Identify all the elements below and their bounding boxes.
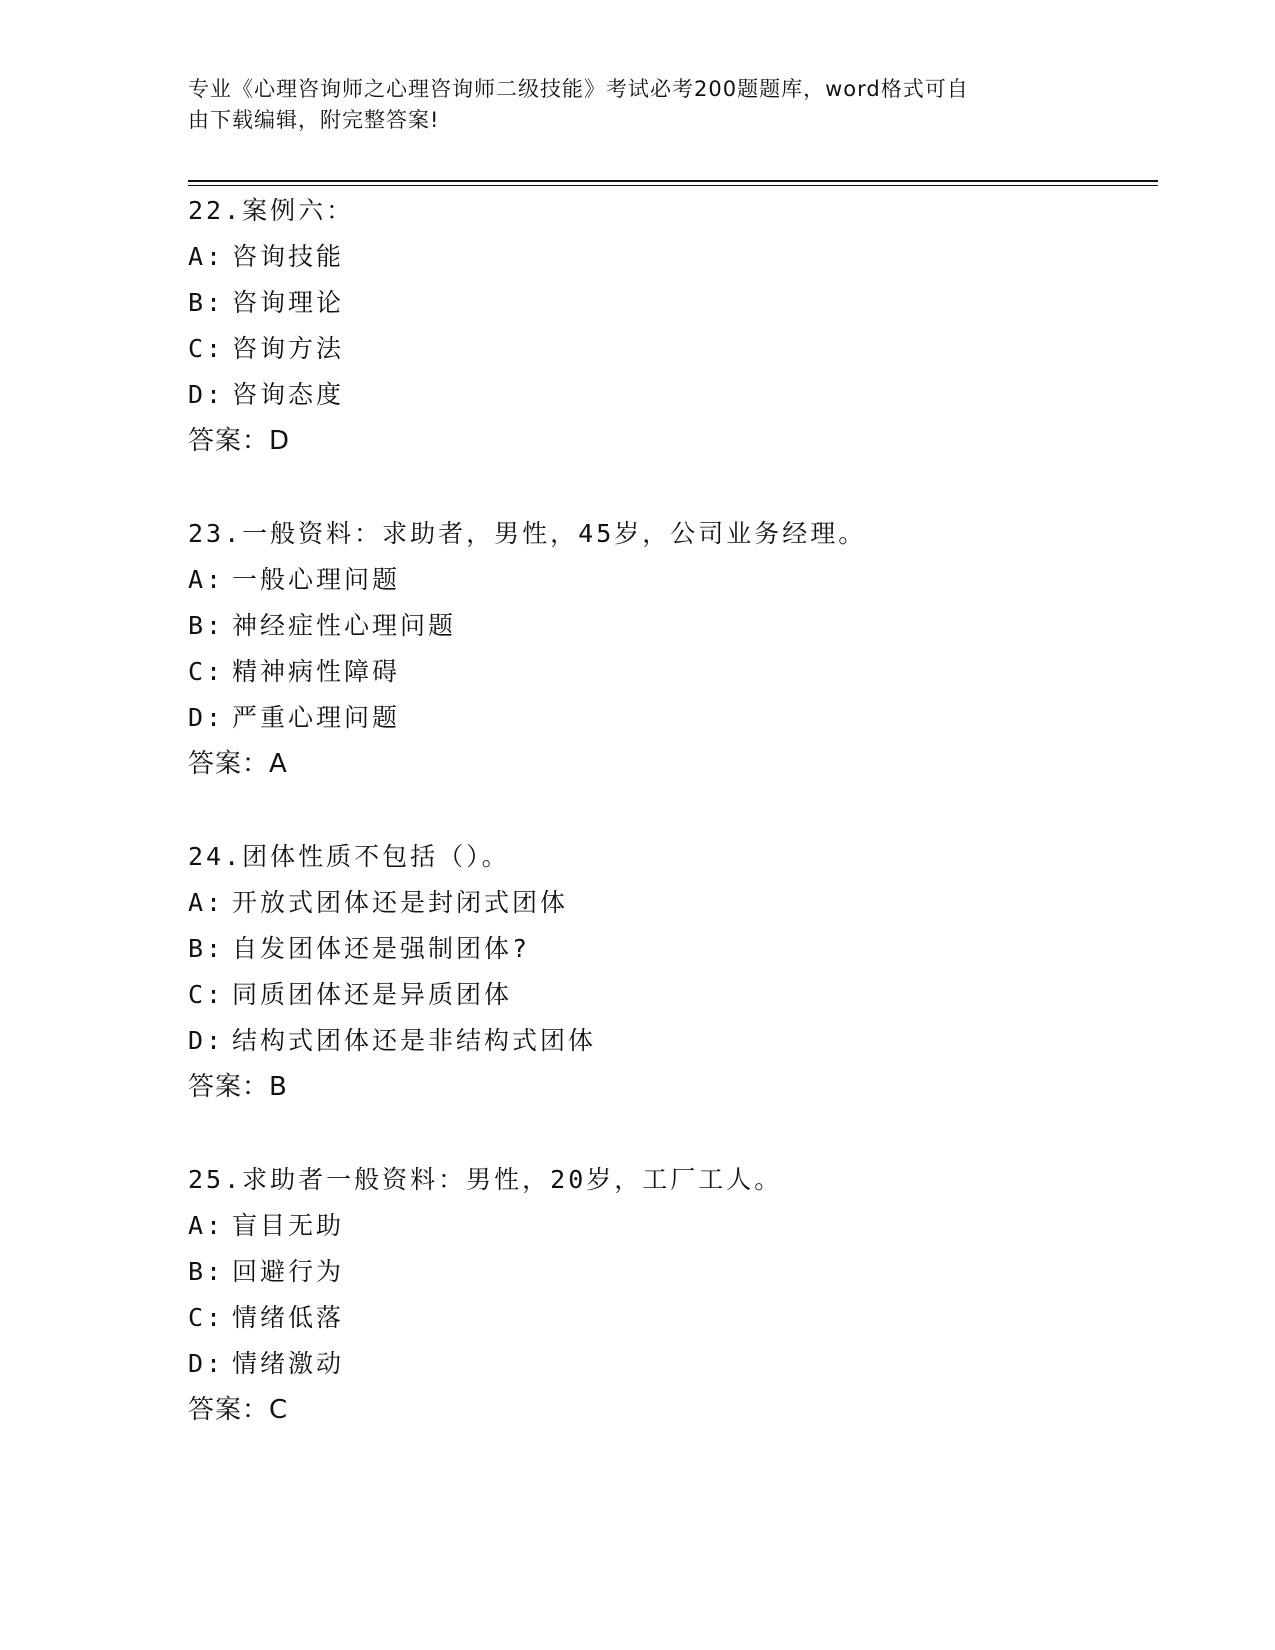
header-divider-thin (188, 185, 1158, 186)
option-key: D: (188, 1026, 225, 1055)
option-b (188, 280, 1158, 326)
option-text: 咨询理论 (232, 288, 345, 317)
question-list (188, 188, 1158, 1480)
option-text: 情绪激动 (232, 1349, 345, 1378)
option-key: A: (188, 888, 225, 917)
option-text: 咨询态度 (232, 380, 345, 409)
option-key: C: (188, 334, 225, 363)
question-23 (188, 511, 1158, 787)
option-text: 一般心理问题 (232, 565, 401, 594)
option-d (188, 695, 1158, 741)
question-stem: 22.案例六： (188, 196, 355, 225)
option-a (188, 880, 1158, 926)
option-key: B: (188, 934, 225, 963)
option-key: B: (188, 1257, 225, 1286)
option-d (188, 372, 1158, 418)
option-c (188, 1295, 1158, 1341)
option-text: 情绪低落 (232, 1303, 345, 1332)
option-c (188, 649, 1158, 695)
question-25 (188, 1157, 1158, 1433)
option-text: 神经症性心理问题 (232, 611, 457, 640)
header-line-2: 由下载编辑，附完整答案! (188, 108, 440, 132)
option-text: 严重心理问题 (232, 703, 401, 732)
option-text: 回避行为 (232, 1257, 345, 1286)
option-key: A: (188, 242, 225, 271)
question-stem: 24.团体性质不包括（）。 (188, 842, 510, 871)
option-text: 同质团体还是异质团体 (232, 980, 513, 1009)
question-24 (188, 834, 1158, 1110)
option-text: 咨询方法 (232, 334, 345, 363)
option-d (188, 1018, 1158, 1064)
option-b (188, 1249, 1158, 1295)
option-b (188, 603, 1158, 649)
option-b (188, 926, 1158, 972)
option-text: 盲目无助 (232, 1211, 345, 1240)
answer-line: 答案：C (188, 1395, 289, 1425)
option-key: D: (188, 1349, 225, 1378)
option-key: C: (188, 1303, 225, 1332)
option-a (188, 234, 1158, 280)
option-a (188, 557, 1158, 603)
question-22 (188, 188, 1158, 464)
option-key: A: (188, 565, 225, 594)
option-text: 咨询技能 (232, 242, 345, 271)
option-key: B: (188, 611, 225, 640)
document-header (188, 74, 1068, 136)
question-stem: 23.一般资料：求助者，男性，45岁，公司业务经理。 (188, 519, 867, 548)
header-divider-thick (188, 180, 1158, 182)
option-c (188, 326, 1158, 372)
answer-line: 答案：D (188, 426, 291, 456)
option-key: D: (188, 703, 225, 732)
option-text: 自发团体还是强制团体? (232, 934, 531, 963)
option-key: C: (188, 980, 225, 1009)
option-c (188, 972, 1158, 1018)
option-key: D: (188, 380, 225, 409)
option-a (188, 1203, 1158, 1249)
option-text: 结构式团体还是非结构式团体 (232, 1026, 597, 1055)
answer-line: 答案：B (188, 1072, 288, 1102)
question-stem: 25.求助者一般资料：男性，20岁，工厂工人。 (188, 1165, 783, 1194)
header-line-1: 专业《心理咨询师之心理咨询师二级技能》考试必考200题题库，word格式可自 (188, 77, 969, 101)
option-d (188, 1341, 1158, 1387)
option-key: A: (188, 1211, 225, 1240)
option-key: B: (188, 288, 225, 317)
option-text: 精神病性障碍 (232, 657, 401, 686)
header-divider (188, 180, 1158, 186)
option-text: 开放式团体还是封闭式团体 (232, 888, 569, 917)
option-key: C: (188, 657, 225, 686)
answer-line: 答案：A (188, 749, 288, 779)
